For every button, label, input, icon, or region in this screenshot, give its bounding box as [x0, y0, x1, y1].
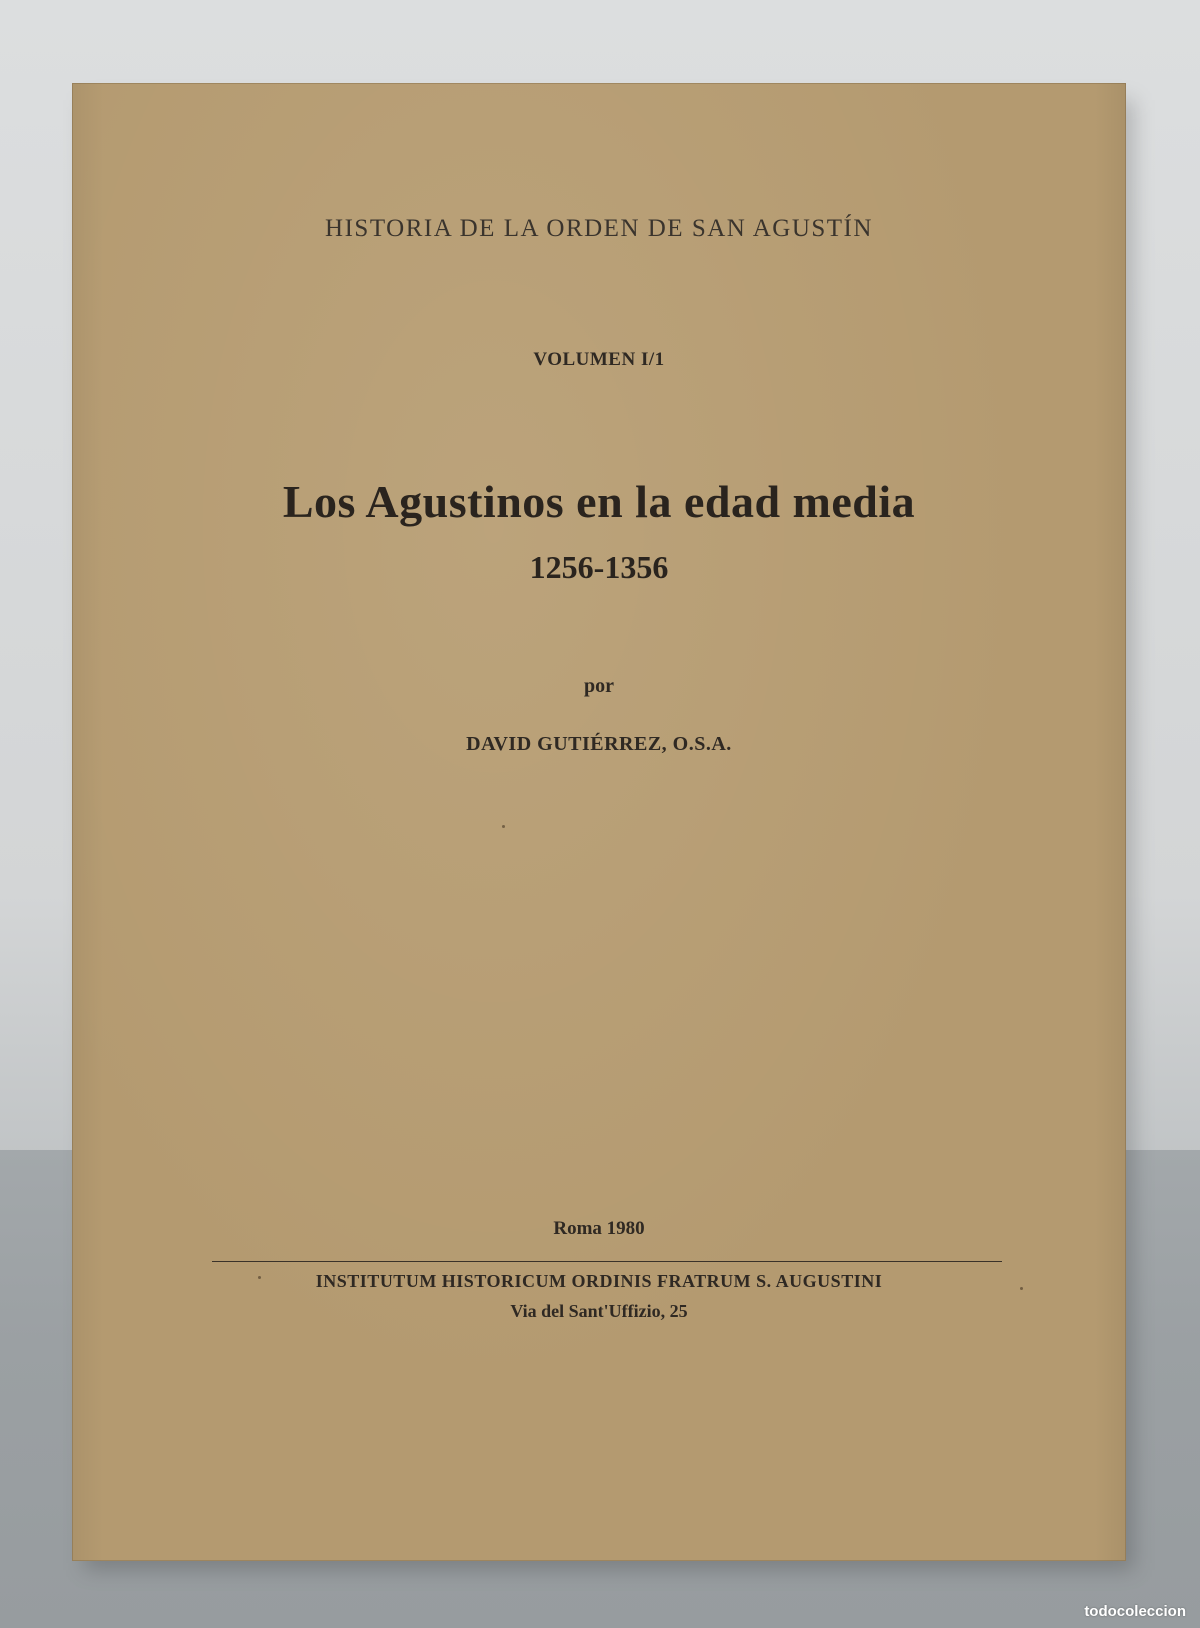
book-years: 1256-1356	[529, 549, 669, 585]
paper-speck	[258, 1276, 261, 1279]
book-cover	[72, 83, 1126, 1561]
author-name: DAVID GUTIÉRREZ, O.S.A.	[466, 733, 732, 755]
place-year: Roma 1980	[553, 1218, 645, 1239]
publisher-address: Via del Sant'Uffizio, 25	[510, 1301, 688, 1321]
paper-speck	[502, 825, 505, 828]
watermark: todocoleccion	[1084, 1603, 1186, 1620]
book-title: Los Agustinos en la edad media	[282, 476, 916, 527]
paper-speck	[1020, 1287, 1023, 1290]
volume-number: VOLUMEN I/1	[533, 349, 665, 370]
divider-rule	[212, 1261, 1002, 1262]
series-title: HISTORIA DE LA ORDEN DE SAN AGUSTÍN	[325, 215, 873, 242]
by-label: por	[584, 675, 614, 697]
publisher-name: INSTITUTUM HISTORICUM ORDINIS FRATRUM S. AUGUSTINI	[315, 1271, 883, 1291]
